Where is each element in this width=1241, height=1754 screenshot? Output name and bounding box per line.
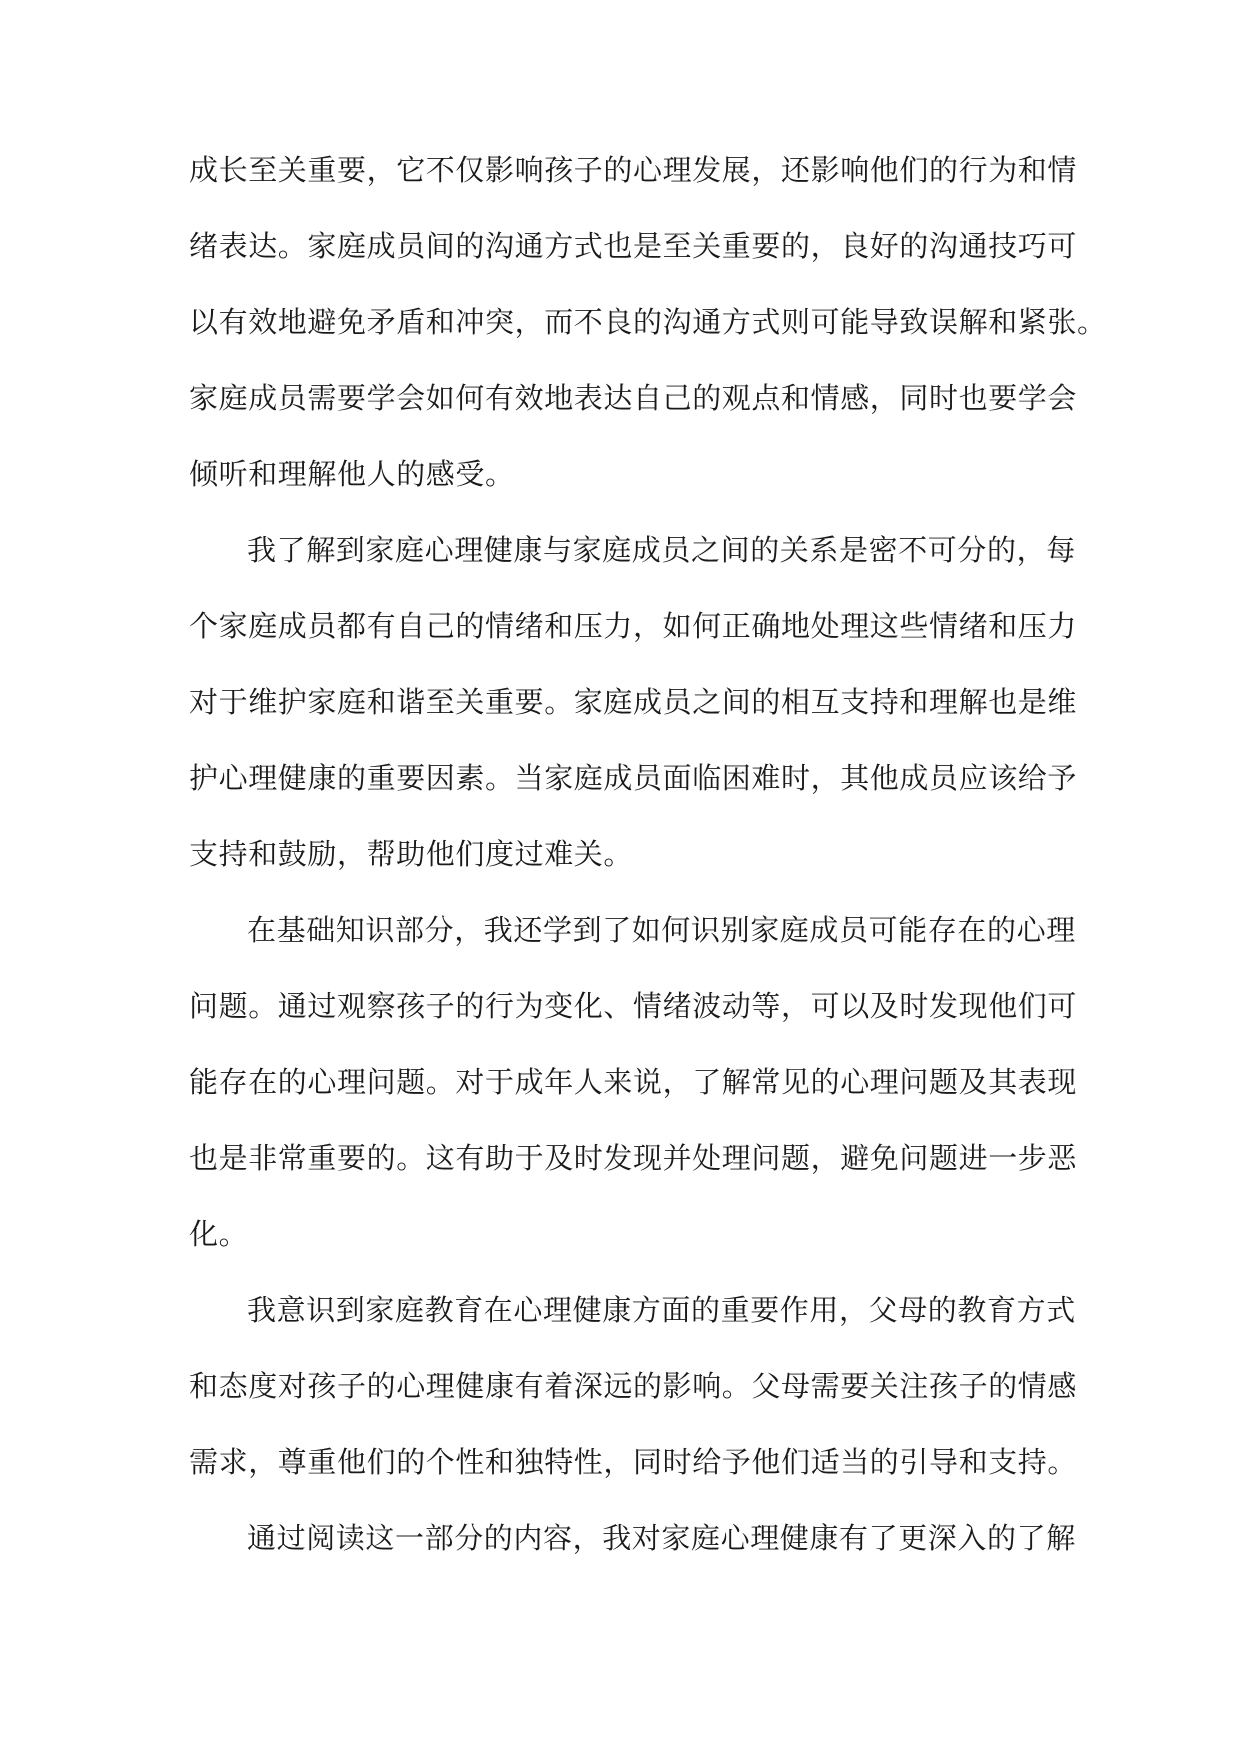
text-line: 倾听和理解他人的感受。	[189, 457, 515, 491]
text-line: 问题。通过观察孩子的行为变化、情绪波动等，可以及时发现他们可	[189, 989, 1078, 1023]
text-line: 家庭成员需要学会如何有效地表达自己的观点和情感，同时也要学会	[189, 381, 1078, 415]
text-line: 绪表达。家庭成员间的沟通方式也是至关重要的，良好的沟通技巧可	[189, 229, 1078, 263]
text-line: 也是非常重要的。这有助于及时发现并处理问题，避免问题进一步恶	[189, 1141, 1078, 1175]
text-line: 以有效地避免矛盾和冲突，而不良的沟通方式则可能导致误解和紧张。	[189, 305, 1107, 339]
text-line: 化。	[189, 1217, 249, 1251]
text-line: 成长至关重要，它不仅影响孩子的心理发展，还影响他们的行为和情	[189, 153, 1078, 187]
text-line: 支持和鼓励，帮助他们度过难关。	[189, 837, 634, 871]
paragraph-first-line: 通过阅读这一部分的内容，我对家庭心理健康有了更深入的了解	[247, 1521, 1076, 1555]
text-line: 个家庭成员都有自己的情绪和压力，如何正确地处理这些情绪和压力	[189, 609, 1078, 643]
text-line: 护心理健康的重要因素。当家庭成员面临困难时，其他成员应该给予	[189, 761, 1078, 795]
paragraph-first-line: 在基础知识部分，我还学到了如何识别家庭成员可能存在的心理	[247, 913, 1076, 947]
text-line: 和态度对孩子的心理健康有着深远的影响。父母需要关注孩子的情感	[189, 1369, 1078, 1403]
text-line: 对于维护家庭和谐至关重要。家庭成员之间的相互支持和理解也是维	[189, 685, 1078, 719]
paragraph-first-line: 我了解到家庭心理健康与家庭成员之间的关系是密不可分的，每	[247, 533, 1076, 567]
text-line: 能存在的心理问题。对于成年人来说，了解常见的心理问题及其表现	[189, 1065, 1078, 1099]
document-body	[189, 142, 1107, 1586]
paragraph-first-line: 我意识到家庭教育在心理健康方面的重要作用，父母的教育方式	[247, 1293, 1076, 1327]
text-line: 需求，尊重他们的个性和独特性，同时给予他们适当的引导和支持。	[189, 1445, 1078, 1479]
